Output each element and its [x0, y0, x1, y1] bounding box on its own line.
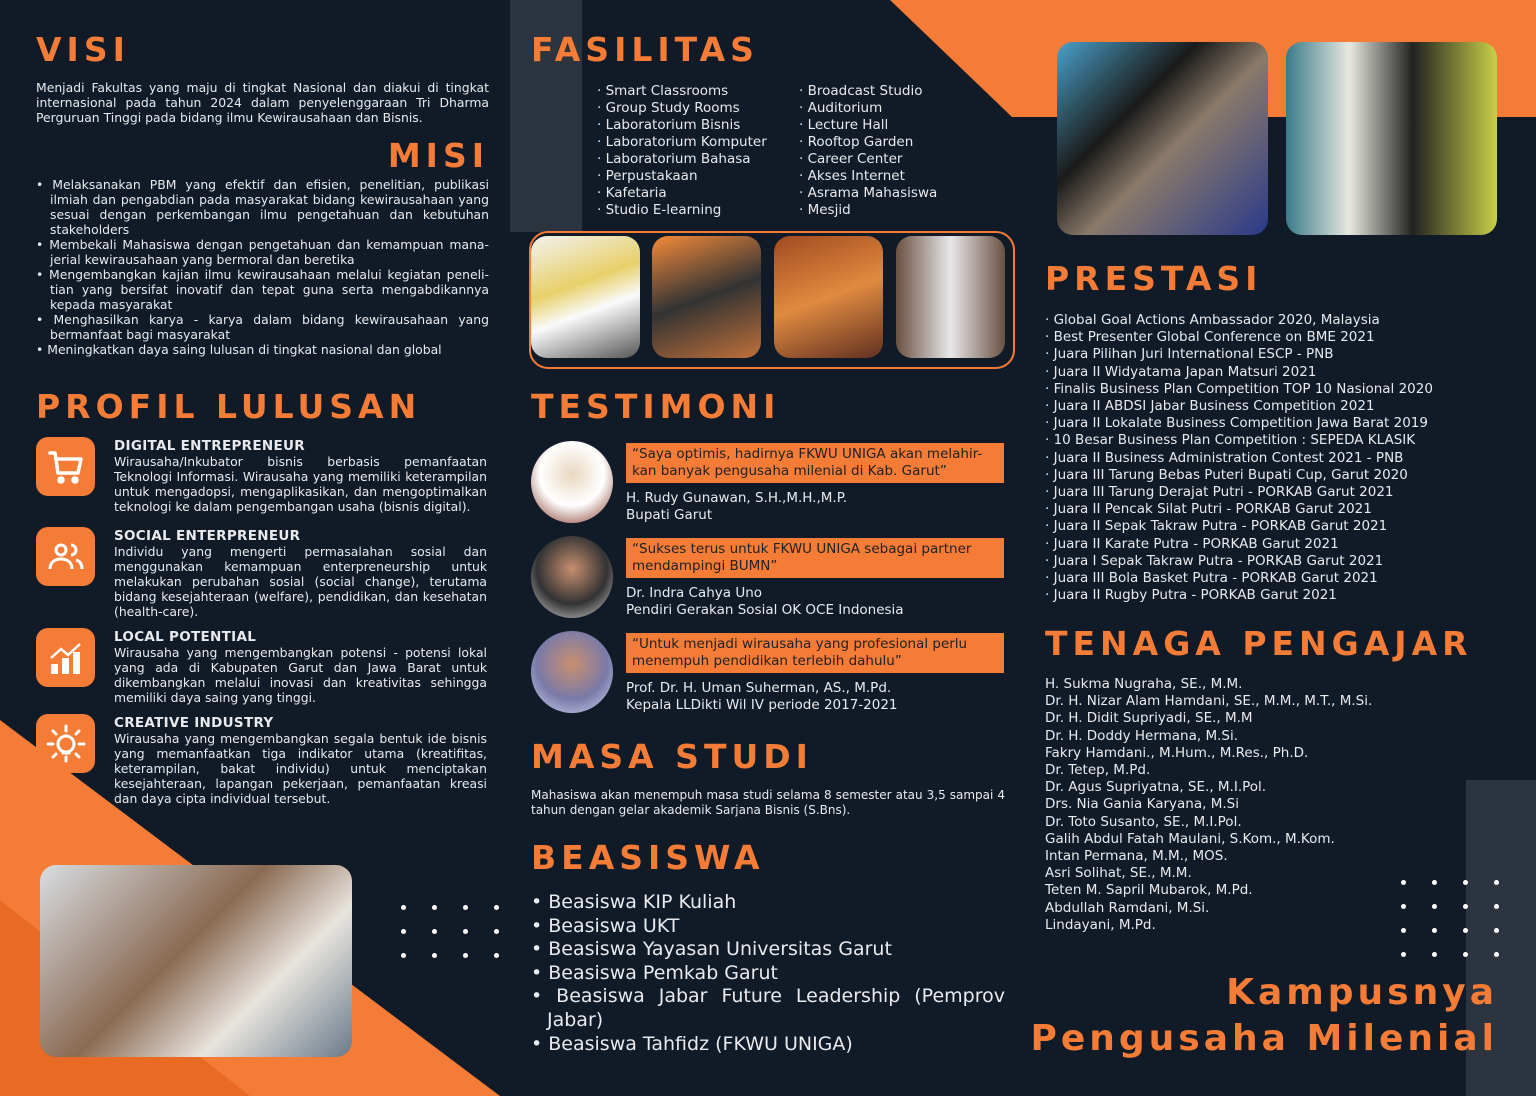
tenaga-pengajar-item: Dr. H. Doddy Hermana, M.Si.: [1045, 727, 1239, 744]
tenaga-pengajar-item: H. Sukma Nugraha, SE., M.M.: [1045, 676, 1243, 692]
tenaga-pengajar-item: Dr. H. Didit Supriyadi, SE., M.M: [1045, 710, 1253, 727]
beasiswa-item: • Beasiswa KIP Kuliah: [531, 891, 737, 913]
prestasi-item: · Global Goal Actions Ambassador 2020, Malaysia: [1045, 312, 1380, 328]
profil-item: [114, 528, 487, 619]
students-photo: [40, 865, 352, 1057]
prestasi-item: · Juara II Pencak Silat Putri - PORKAB Garut 2021: [1045, 501, 1372, 518]
testimonial-avatar: [531, 631, 613, 713]
prestasi-heading: PRESTASI: [1045, 259, 1263, 298]
testimonial-author: [626, 490, 1004, 524]
profil-item-title: SOCIAL ENTERPRENEUR: [114, 528, 301, 544]
fasilitas-list-2: [799, 83, 937, 219]
author-role: Bupati Garut: [626, 507, 713, 523]
lounge-photo: [774, 236, 883, 358]
tenaga-pengajar-item: Dr. Agus Supriyatna, SE., M.I.Pol.: [1045, 779, 1267, 796]
tenaga-pengajar-item: Drs. Nia Gania Karyana, M.Si: [1045, 796, 1239, 813]
profil-item-text: Wirausaha yang mengembangkan potensi - potensi lokal yang ada di Kabupaten Garut dan Jawa Barat untuk dikembangkan melalui inovasi dan kreativitas sehingga memiliki daya saing yang tinggi.: [114, 645, 487, 705]
prestasi-item: · Juara I Sepak Takraw Putra - PORKAB Garut 2021: [1045, 552, 1384, 569]
prestasi-item: · Juara III Tarung Derajat Putri - PORKAB Garut 2021: [1045, 484, 1394, 501]
fasilitas-item: · Kafetaria: [597, 185, 667, 201]
misi-item: • Menghasilkan karya - karya dalam bidang kewirausahaan yang bermanfaat bagi masyarakat: [36, 312, 489, 342]
tenaga-pengajar-list: [1045, 676, 1372, 934]
prestasi-item: · Juara II Widyatama Japan Matsuri 2021: [1045, 363, 1317, 380]
fasilitas-item: · Career Center: [799, 151, 903, 167]
visi-text: Menjadi Fakultas yang maju di tingkat Nasional dan diakui di tingkat internasional pada tahun 2024 dalam penyelenggaraan Tri Dharma Perguruan Tinggi pada bidang ilmu Kewirausahaan dan Bisnis.: [36, 80, 489, 125]
profil-item-text: Individu yang mengerti permasalahan sosial dan menggunakan kemampuan enterpreneurship untuk melakukan perubahan sosial (social change), terutama bidang kesejahteraan (welfare), pendidikan, dan kesehatan (health-care).: [114, 544, 487, 619]
testimonial-author: [626, 585, 1004, 619]
tenaga-pengajar-item: Intan Permana, M.M., MOS.: [1045, 848, 1228, 865]
lightbulb-icon: [36, 714, 95, 773]
fasilitas-item: · Perpustakaan: [597, 168, 698, 184]
testimoni-heading: TESTIMONI: [531, 387, 781, 426]
testimonial: [626, 443, 1004, 524]
profil-item: [114, 629, 487, 705]
prestasi-item: · 10 Besar Business Plan Competition : SEPEDA KLASIK: [1045, 432, 1416, 449]
fasilitas-item: · Mesjid: [799, 202, 851, 218]
profil-item: [114, 715, 487, 806]
beasiswa-item: • Beasiswa UKT: [531, 914, 680, 937]
fasilitas-item: · Lecture Hall: [799, 117, 889, 133]
testimonial-author: [626, 680, 1004, 714]
users-icon: [36, 527, 95, 586]
beasiswa-list: [531, 891, 1005, 1056]
testimonial-quote: “Saya optimis, hadirnya FKWU UNIGA akan melahir-kan banyak pengusaha milenial di Kab. Garut”: [626, 443, 1004, 483]
testimonial-avatar: [531, 441, 613, 523]
prestasi-item: · Juara II Karate Putra - PORKAB Garut 2021: [1045, 535, 1339, 552]
classroom-photo: [531, 236, 640, 358]
fasilitas-list-1: [597, 83, 767, 219]
tenaga-pengajar-item: Dr. H. Nizar Alam Hamdani, SE., M.M., M.T., M.Si.: [1045, 693, 1373, 710]
profil-item: [114, 438, 487, 514]
testimonial: [626, 633, 1004, 714]
author-name: H. Rudy Gunawan, S.H.,M.H.,M.P.: [626, 490, 848, 506]
prestasi-item: · Juara II Lokalate Business Competition Jawa Barat 2019: [1045, 415, 1428, 432]
profil-item-title: DIGITAL ENTREPRENEUR: [114, 438, 305, 454]
fasilitas-item: · Broadcast Studio: [799, 83, 923, 99]
tenaga-pengajar-item: Lindayani, M.Pd.: [1045, 916, 1156, 933]
author-role: Pendiri Gerakan Sosial OK OCE Indonesia: [626, 602, 904, 618]
tagline-line-1: Kampusnya: [1226, 972, 1498, 1013]
profil-item-title: CREATIVE INDUSTRY: [114, 715, 274, 731]
prestasi-list: [1045, 312, 1433, 604]
testimonial-quote: “Sukses terus untuk FKWU UNIGA sebagai partner mendampingi BUMN”: [626, 538, 1004, 578]
fasilitas-item: · Group Study Rooms: [597, 100, 740, 116]
misi-item: • Membekali Mahasiswa dengan pengetahuan dan kemampuan mana-jerial kewirausahaan yang bermoral dan beretika: [36, 237, 489, 267]
studio-photo: [652, 236, 761, 358]
testimonial-quote: “Untuk menjadi wirausaha yang profesional perlu menempuh pendidikan terlebih dahulu”: [626, 633, 1004, 673]
fasilitas-item: · Auditorium: [799, 100, 883, 116]
masa-studi-text: Mahasiswa akan menempuh masa studi selama 8 semester atau 3,5 sampai 4 tahun dengan gelar akademik Sarjana Bisnis (S.Bns).: [531, 788, 1005, 817]
beasiswa-item: • Beasiswa Yayasan Universitas Garut: [531, 938, 892, 961]
prestasi-item: · Juara II ABDSI Jabar Business Competition 2021: [1045, 398, 1375, 415]
library-photo: [896, 236, 1005, 358]
prestasi-item: · Juara II Rugby Putra - PORKAB Garut 2021: [1045, 587, 1337, 604]
tenaga-pengajar-item: Teten M. Sapril Mubarok, M.Pd.: [1045, 882, 1253, 899]
cart-icon: [36, 437, 95, 496]
tenaga-pengajar-heading: TENAGA PENGAJAR: [1045, 624, 1473, 663]
fasilitas-item: · Smart Classrooms: [597, 83, 729, 99]
computer-lab-photo: [1057, 42, 1268, 235]
prestasi-item: · Juara III Bola Basket Putra - PORKAB Garut 2021: [1045, 570, 1378, 587]
beasiswa-heading: BEASISWA: [531, 838, 765, 877]
author-name: Prof. Dr. H. Uman Suherman, AS., M.Pd.: [626, 680, 892, 696]
visi-heading: VISI: [36, 30, 130, 69]
tenaga-pengajar-item: Dr. Tetep, M.Pd.: [1045, 762, 1151, 779]
author-role: Kepala LLDikti Wil IV periode 2017-2021: [626, 697, 898, 713]
prestasi-item: · Juara III Tarung Bebas Puteri Bupati Cup, Garut 2020: [1045, 466, 1408, 483]
profil-item-text: Wirausaha yang mengembangkan segala bentuk ide bisnis yang memanfaatkan tiga indikator utama (kreatifitas, keterampilan, bakat individu) untuk menciptakan kesejahteraan, lapangan pekerjaan, pemanfaatan kreasi dan daya cipta individual tersebut.: [114, 731, 487, 806]
decorative-dots: [401, 905, 500, 958]
fasilitas-item: · Laboratorium Komputer: [597, 134, 767, 150]
decorative-dots-right: [1401, 880, 1500, 957]
fasilitas-item: · Asrama Mahasiswa: [799, 185, 938, 201]
profil-item-text: Wirausaha/Inkubator bisnis berbasis pemanfaatan Teknologi Informasi. Wirausaha yang memiliki keterampilan untuk mengadopsi, mengaplikasikan, dan mengoptimalkan teknologi ke dalam pengembangan usaha (bisnis digital).: [114, 454, 487, 514]
beasiswa-item: • Beasiswa Tahfidz (FKWU UNIGA): [531, 1032, 853, 1055]
profil-heading: PROFIL LULUSAN: [36, 387, 422, 426]
fasilitas-heading: FASILITAS: [531, 30, 759, 69]
beasiswa-item: • Beasiswa Pemkab Garut: [531, 961, 778, 984]
tenaga-pengajar-item: Dr. Toto Susanto, SE., M.I.Pol.: [1045, 813, 1242, 830]
prestasi-item: · Juara Pilihan Juri International ESCP - PNB: [1045, 346, 1334, 363]
tenaga-pengajar-item: Fakry Hamdani., M.Hum., M.Res., Ph.D.: [1045, 744, 1309, 761]
tenaga-pengajar-item: Asri Solihat, SE., M.M.: [1045, 865, 1192, 882]
fasilitas-item: · Studio E-learning: [597, 202, 722, 218]
tenaga-pengajar-item: Abdullah Ramdani, M.Si.: [1045, 899, 1210, 916]
misi-list: [36, 177, 489, 357]
fasilitas-item: · Akses Internet: [799, 168, 905, 184]
beasiswa-item: • Beasiswa Jabar Future Leadership (Pemprov Jabar): [531, 985, 1005, 1031]
testimonial-avatar: [531, 536, 613, 618]
misi-heading: MISI: [387, 136, 489, 175]
fasilitas-item: · Laboratorium Bisnis: [597, 117, 741, 133]
profil-item-title: LOCAL POTENTIAL: [114, 629, 257, 645]
library-student-photo: [1286, 42, 1497, 235]
prestasi-item: · Finalis Business Plan Competition TOP 10 Nasional 2020: [1045, 380, 1433, 397]
growth-chart-icon: [36, 628, 95, 687]
tagline-line-2: Pengusaha Milenial: [1030, 1018, 1498, 1059]
misi-item: • Melaksanakan PBM yang efektif dan efisien, penelitian, publikasi ilmiah dan pengabdian pada masyarakat bidang kewirausahaan yang sesuai dengan perkembangan ilmu pengetahuan dan kebutuhan stakeholders: [36, 177, 489, 237]
fasilitas-item: · Rooftop Garden: [799, 134, 914, 150]
misi-item: • Meningkatkan daya saing lulusan di tingkat nasional dan global: [36, 342, 442, 357]
prestasi-item: · Juara II Sepak Takraw Putra - PORKAB Garut 2021: [1045, 518, 1388, 535]
tenaga-pengajar-item: Galih Abdul Fatah Maulani, S.Kom., M.Kom.: [1045, 830, 1335, 847]
prestasi-item: · Best Presenter Global Conference on BME 2021: [1045, 329, 1375, 346]
misi-item: • Mengembangkan kajian ilmu kewirausahaan melalui kegiatan peneli-tian yang bersifat inovatif dan tepat guna serta mengabdikannya kepada masyarakat: [36, 267, 489, 312]
prestasi-item: · Juara II Business Administration Contest 2021 - PNB: [1045, 449, 1404, 466]
fasilitas-item: · Laboratorium Bahasa: [597, 151, 751, 167]
testimonial: [626, 538, 1004, 619]
author-name: Dr. Indra Cahya Uno: [626, 585, 763, 601]
masa-studi-heading: MASA STUDI: [531, 737, 813, 776]
